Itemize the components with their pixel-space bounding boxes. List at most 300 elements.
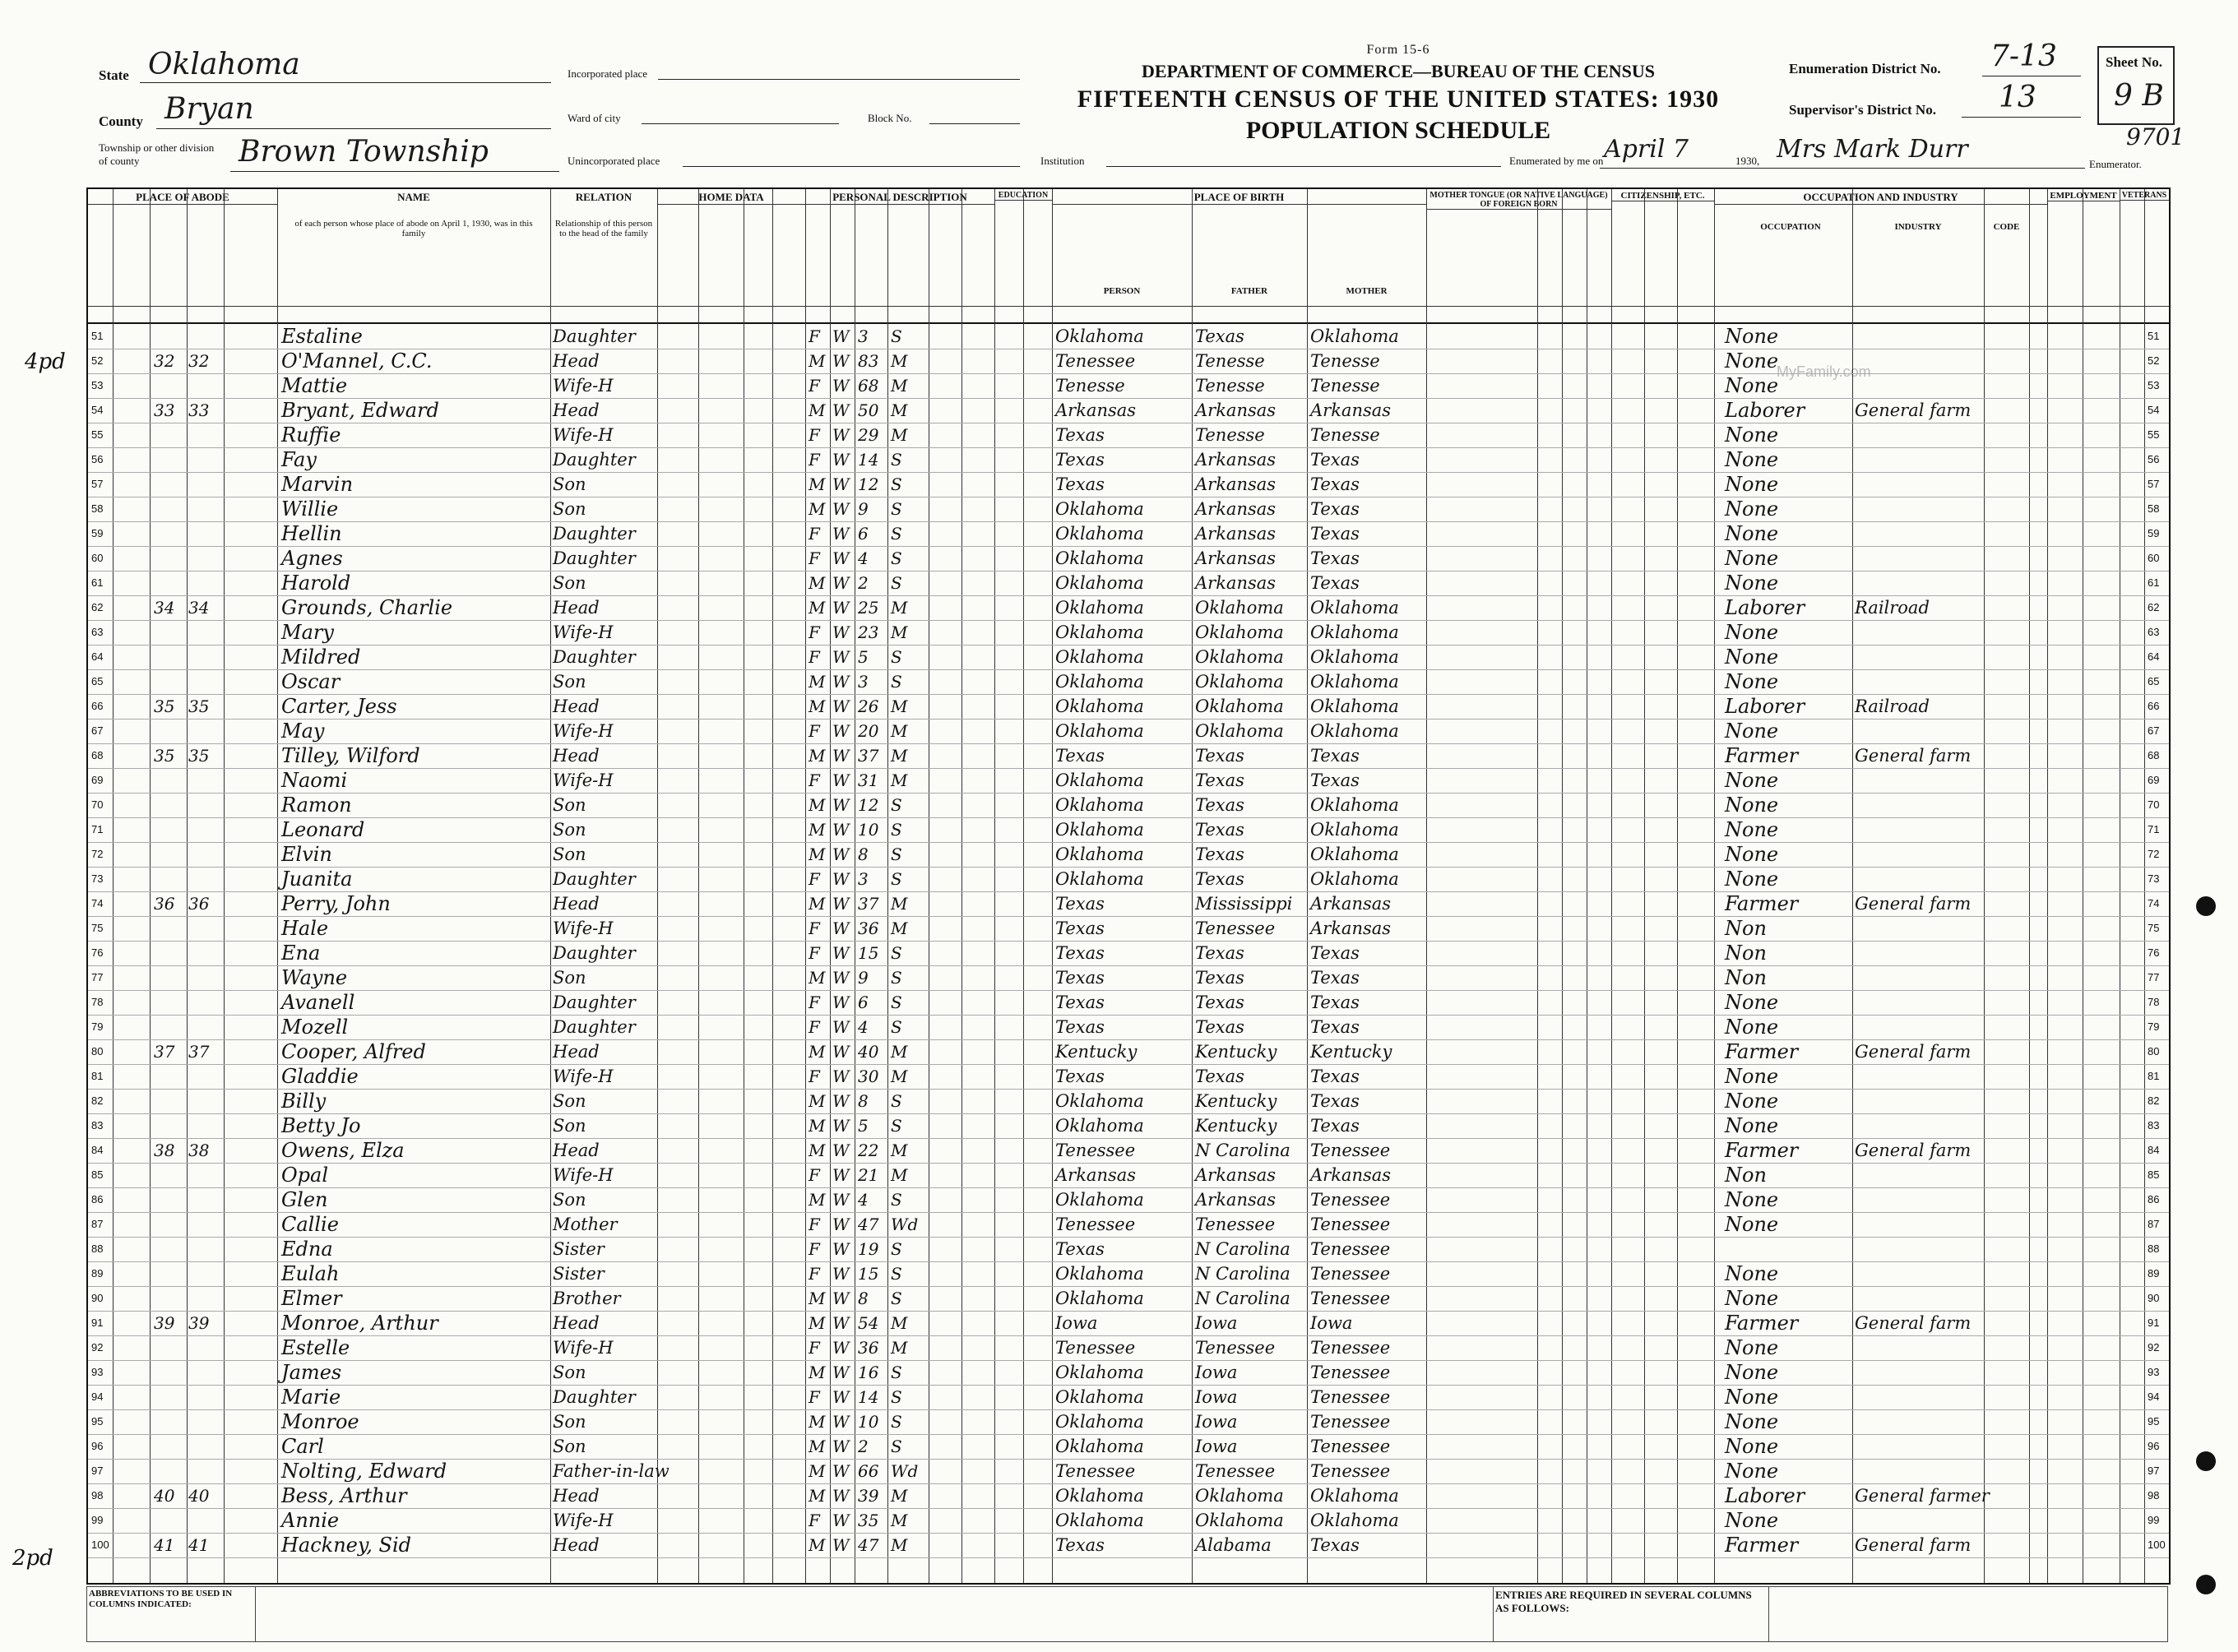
line-number: 53: [91, 379, 104, 391]
cell-birth: Texas: [1055, 746, 1105, 766]
cell-dw: [154, 472, 187, 497]
cell-dw: [154, 1459, 187, 1483]
cell-fam: [188, 1360, 221, 1385]
line-number-right: 93: [2148, 1366, 2160, 1378]
table-row: [88, 546, 2169, 571]
cell-dw: [154, 521, 187, 546]
cell-ind: [1855, 768, 1982, 793]
cell-age: 26: [858, 696, 879, 716]
cell-age: 4: [858, 1190, 869, 1210]
cell-fam: [188, 620, 221, 645]
cell-sex: M: [809, 499, 826, 519]
table-row: [88, 719, 2169, 744]
line-number: 68: [91, 749, 104, 761]
cell-sex: M: [809, 672, 826, 692]
cell-ind: [1855, 842, 1982, 867]
cell-occ: None: [1725, 670, 1779, 693]
line-number-right: 82: [2148, 1094, 2160, 1107]
cell-age: 4: [858, 548, 869, 568]
cell-race: W: [832, 1067, 850, 1086]
enumerated-date: April 7: [1604, 135, 1689, 164]
enumerator-label: Enumerator.: [2089, 158, 2142, 170]
cell-ind: [1855, 1089, 1982, 1113]
cell-sex: M: [809, 598, 826, 618]
cell-age: 20: [858, 721, 879, 741]
cell-ind: [1855, 719, 1982, 743]
table-row: [88, 842, 2169, 868]
cell-fam: [188, 1385, 221, 1409]
cell-birth: Oklahoma: [1055, 795, 1144, 815]
county-value: Bryan: [164, 92, 254, 126]
line-number: 87: [91, 1218, 104, 1230]
cell-rel: Wife-H: [553, 1338, 614, 1358]
cell-father: N Carolina: [1195, 1264, 1290, 1284]
cell-occ: None: [1725, 1410, 1779, 1433]
cell-age: 66: [858, 1461, 879, 1481]
cell-ind: Railroad: [1855, 598, 1930, 618]
line-number: 63: [91, 626, 104, 638]
cell-occ: None: [1725, 1386, 1779, 1409]
cell-name: Eulah: [281, 1262, 340, 1285]
line-number-right: 60: [2148, 552, 2160, 564]
cell-ind: [1855, 349, 1982, 373]
cell-occ: None: [1725, 1090, 1779, 1113]
cell-age: 8: [858, 1289, 869, 1308]
table-row: [88, 1187, 2169, 1213]
line-number: 75: [91, 922, 104, 934]
cell-father: Oklahoma: [1195, 696, 1284, 716]
cell-race: W: [832, 1190, 850, 1210]
entries-title: ENTRIES ARE REQUIRED IN SEVERAL COLUMNS AS FOLLOWS:: [1493, 1586, 1769, 1642]
cell-sex: F: [809, 943, 820, 963]
cell-sex: F: [809, 1239, 820, 1259]
cell-age: 50: [858, 400, 879, 420]
cell-mar: S: [891, 326, 902, 346]
cell-race: W: [832, 425, 850, 445]
line-number: 91: [91, 1317, 104, 1329]
cell-sex: M: [809, 845, 826, 864]
cell-rel: Son: [553, 1190, 586, 1210]
table-row: [88, 891, 2169, 917]
cell-name: Mozell: [281, 1016, 349, 1039]
line-number: 96: [91, 1440, 104, 1452]
cell-fam: [188, 1113, 221, 1138]
line-number: 84: [91, 1144, 104, 1156]
cell-dw: [154, 1360, 187, 1385]
cell-dw: [154, 1508, 187, 1533]
cell-sex: F: [809, 1215, 820, 1234]
form-number: Form 15-6: [1366, 43, 1430, 57]
cell-occ: None: [1725, 646, 1779, 669]
cell-birth: Texas: [1055, 1017, 1105, 1037]
cell-fam: [188, 1286, 221, 1311]
cell-fam: [188, 719, 221, 743]
cell-father: Tenessee: [1195, 1215, 1276, 1234]
cell-name: Perry, John: [281, 892, 391, 915]
cell-occ: None: [1725, 497, 1779, 521]
cell-dw: 32: [154, 351, 175, 371]
cell-mother: Texas: [1310, 993, 1360, 1012]
line-number: 73: [91, 872, 104, 885]
cell-dw: [154, 1113, 187, 1138]
line-number: 59: [91, 527, 104, 539]
cell-sex: M: [809, 746, 826, 766]
line-number-right: 74: [2148, 897, 2160, 909]
group-employment: EMPLOYMENT: [2047, 191, 2120, 201]
cell-mother: Arkansas: [1310, 1165, 1392, 1185]
cell-mar: S: [891, 474, 902, 494]
table-row: [88, 1459, 2169, 1484]
cell-mother: Oklahoma: [1310, 622, 1399, 642]
cell-fam: [188, 324, 221, 349]
cell-sex: M: [809, 1363, 826, 1382]
cell-fam: [188, 817, 221, 842]
cell-mother: Arkansas: [1310, 919, 1392, 938]
line-number-right: 89: [2148, 1267, 2160, 1279]
mother-header: MOTHER: [1346, 286, 1388, 296]
relation-desc: Relationship of this person to the head of the family: [554, 219, 653, 239]
cell-mother: Texas: [1310, 573, 1360, 593]
line-number: 58: [91, 502, 104, 515]
cell-ind: [1855, 1360, 1982, 1385]
cell-name: Bess, Arthur: [281, 1484, 407, 1507]
cell-mother: Tenessee: [1310, 1363, 1391, 1382]
cell-age: 54: [858, 1313, 879, 1333]
cell-name: Mattie: [281, 374, 348, 397]
cell-mar: S: [891, 795, 902, 815]
cell-rel: Wife-H: [553, 770, 614, 790]
cell-mother: Texas: [1310, 1116, 1360, 1136]
cell-sex: M: [809, 968, 826, 988]
cell-race: W: [832, 474, 850, 494]
line-number-right: 66: [2148, 700, 2160, 712]
cell-name: Billy: [281, 1090, 327, 1113]
cell-age: 6: [858, 993, 869, 1012]
person-header: PERSON: [1103, 286, 1141, 296]
group-home-data: HOME DATA: [657, 191, 805, 205]
group-occupation: OCCUPATION AND INDUSTRY: [1714, 191, 2047, 205]
line-number-right: 69: [2148, 774, 2160, 786]
punch-hole: [2196, 1575, 2216, 1594]
line-number: 74: [91, 897, 104, 909]
cell-fam: [188, 941, 221, 965]
cell-birth: Oklahoma: [1055, 672, 1144, 692]
group-mother-tongue: MOTHER TONGUE (OR NATIVE LANGUAGE) OF FOREIGN BORN: [1426, 191, 1611, 210]
cell-birth: Oklahoma: [1055, 647, 1144, 667]
cell-mar: M: [891, 770, 908, 790]
cell-dw: [154, 497, 187, 521]
cell-father: Mississippi: [1195, 894, 1293, 914]
cell-father: Texas: [1195, 795, 1244, 815]
cell-ind: [1855, 620, 1982, 645]
cell-birth: Arkansas: [1055, 400, 1137, 420]
cell-rel: Head: [553, 400, 600, 420]
table-row: [88, 497, 2169, 522]
cell-fam: [188, 916, 221, 941]
cell-occ: None: [1725, 1016, 1779, 1039]
table-row: [88, 1335, 2169, 1361]
cell-occ: None: [1725, 868, 1779, 891]
table-row: [88, 620, 2169, 646]
cell-age: 4: [858, 1017, 869, 1037]
cell-father: Tenessee: [1195, 1461, 1276, 1481]
cell-occ: None: [1725, 349, 1779, 373]
group-birth: PLACE OF BIRTH: [1052, 191, 1426, 205]
cell-occ: None: [1725, 522, 1779, 545]
cell-dw: 36: [154, 894, 175, 914]
table-row: [88, 1409, 2169, 1435]
cell-sex: M: [809, 696, 826, 716]
cell-mar: Wd: [891, 1215, 919, 1234]
cell-dw: [154, 916, 187, 941]
cell-father: Iowa: [1195, 1363, 1238, 1382]
cell-dw: [154, 1261, 187, 1286]
cell-father: Arkansas: [1195, 450, 1277, 470]
table-row: [88, 1113, 2169, 1139]
cell-birth: Oklahoma: [1055, 1190, 1144, 1210]
table-header: [88, 189, 2169, 324]
cell-race: W: [832, 598, 850, 618]
abbreviations-block: [255, 1586, 1494, 1642]
cell-mother: Tenessee: [1310, 1215, 1391, 1234]
cell-occ: None: [1725, 720, 1779, 743]
cell-mar: S: [891, 573, 902, 593]
cell-father: N Carolina: [1195, 1239, 1290, 1259]
cell-age: 9: [858, 499, 869, 519]
cell-birth: Oklahoma: [1055, 721, 1144, 741]
cell-race: W: [832, 943, 850, 963]
cell-dw: [154, 1385, 187, 1409]
cell-father: Texas: [1195, 968, 1244, 988]
cell-rel: Daughter: [553, 326, 636, 346]
cell-ind: [1855, 990, 1982, 1015]
line-number: 80: [91, 1045, 104, 1057]
cell-ind: [1855, 521, 1982, 546]
table-row: [88, 423, 2169, 448]
line-number-right: 84: [2148, 1144, 2160, 1156]
cell-sex: F: [809, 1264, 820, 1284]
cell-father: Iowa: [1195, 1313, 1238, 1333]
cell-race: W: [832, 845, 850, 864]
cell-race: W: [832, 647, 850, 667]
cell-mother: Texas: [1310, 524, 1360, 544]
cell-birth: Oklahoma: [1055, 1264, 1144, 1284]
cell-birth: Oklahoma: [1055, 598, 1144, 618]
cell-rel: Son: [553, 820, 586, 840]
cell-race: W: [832, 1042, 850, 1062]
table-row: [88, 521, 2169, 547]
cell-rel: Wife-H: [553, 1511, 614, 1530]
line-number: 98: [91, 1489, 104, 1502]
cell-rel: Son: [553, 1091, 586, 1111]
line-number: 89: [91, 1267, 104, 1279]
father-header: FATHER: [1230, 286, 1268, 296]
cell-father: Arkansas: [1195, 573, 1277, 593]
cell-dw: [154, 817, 187, 842]
line-number-right: 70: [2148, 798, 2160, 811]
cell-birth: Tenessee: [1055, 351, 1136, 371]
cell-mar: S: [891, 845, 902, 864]
cell-birth: Oklahoma: [1055, 548, 1144, 568]
cell-birth: Oklahoma: [1055, 1091, 1144, 1111]
cell-race: W: [832, 1412, 850, 1432]
cell-occ: None: [1725, 374, 1779, 397]
cell-ind: [1855, 867, 1982, 891]
cell-mar: S: [891, 993, 902, 1012]
cell-age: 83: [858, 351, 879, 371]
table-row: [88, 324, 2169, 349]
cell-rel: Son: [553, 1116, 586, 1136]
cell-ind: General farmer: [1855, 1486, 1990, 1506]
cell-mar: S: [891, 1289, 902, 1308]
cell-sex: M: [809, 1116, 826, 1136]
cell-race: W: [832, 326, 850, 346]
cell-name: Fay: [281, 448, 317, 471]
cell-age: 2: [858, 1437, 869, 1456]
table-row: [88, 1385, 2169, 1410]
line-number: 94: [91, 1391, 104, 1403]
cell-fam: [188, 793, 221, 817]
census-title: FIFTEENTH CENSUS OF THE UNITED STATES: 1930: [1077, 86, 1720, 113]
line-number: 97: [91, 1465, 104, 1477]
cell-name: Marvin: [281, 473, 354, 496]
cell-occ: None: [1725, 423, 1779, 447]
cell-name: James: [281, 1361, 342, 1384]
cell-rel: Son: [553, 672, 586, 692]
cell-ind: [1855, 1212, 1982, 1237]
cell-mother: Texas: [1310, 1535, 1360, 1555]
cell-mother: Texas: [1310, 746, 1360, 766]
cell-sex: M: [809, 1042, 826, 1062]
table-row: [88, 793, 2169, 818]
cell-mother: Arkansas: [1310, 894, 1392, 914]
cell-mother: Oklahoma: [1310, 1486, 1399, 1506]
line-number: 79: [91, 1020, 104, 1033]
cell-age: 14: [858, 1387, 879, 1407]
cell-occ: Farmer: [1725, 1534, 1799, 1557]
cell-fam: [188, 1335, 221, 1360]
line-number: 76: [91, 946, 104, 959]
cell-occ: Laborer: [1725, 596, 1805, 619]
cell-father: Oklahoma: [1195, 1511, 1284, 1530]
line-number: 62: [91, 601, 104, 613]
cell-fam: [188, 669, 221, 694]
cell-rel: Son: [553, 1412, 586, 1432]
cell-mar: M: [891, 598, 908, 618]
cell-mar: S: [891, 1412, 902, 1432]
cell-name: Callie: [281, 1213, 339, 1236]
table-row: [88, 1039, 2169, 1065]
cell-father: Iowa: [1195, 1412, 1238, 1432]
cell-name: O'Mannel, C.C.: [281, 349, 433, 373]
cell-occ: None: [1725, 1188, 1779, 1211]
cell-mar: S: [891, 524, 902, 544]
code-header: CODE: [1993, 222, 2020, 232]
cell-sex: M: [809, 1437, 826, 1456]
cell-mar: M: [891, 919, 908, 938]
group-name: NAME: [397, 191, 430, 203]
cell-dw: [154, 1212, 187, 1237]
cell-father: Texas: [1195, 845, 1244, 864]
cell-birth: Texas: [1055, 919, 1105, 938]
cell-mother: Texas: [1310, 770, 1360, 790]
table-row: [88, 373, 2169, 399]
cell-fam: [188, 867, 221, 891]
cell-ind: [1855, 669, 1982, 694]
cell-birth: Iowa: [1055, 1313, 1098, 1333]
cell-ind: Railroad: [1855, 696, 1930, 716]
cell-dw: [154, 768, 187, 793]
cell-mother: Texas: [1310, 450, 1360, 470]
cell-fam: [188, 1015, 221, 1039]
cell-dw: [154, 447, 187, 472]
line-number-right: 98: [2148, 1489, 2160, 1502]
abbreviations-title: ABBREVIATIONS TO BE USED IN COLUMNS INDICATED:: [86, 1586, 256, 1642]
cell-mother: Texas: [1310, 968, 1360, 988]
cell-fam: [188, 1187, 221, 1212]
cell-rel: Brother: [553, 1289, 621, 1308]
cell-name: Willie: [281, 497, 339, 521]
line-number: 61: [91, 576, 104, 589]
cell-dw: 33: [154, 400, 175, 420]
township-label: Township or other division of county: [99, 141, 215, 167]
cell-birth: Tenesse: [1055, 376, 1125, 396]
cell-fam: 33: [188, 400, 210, 420]
cell-name: Ruffie: [281, 423, 341, 447]
cell-ind: [1855, 1385, 1982, 1409]
cell-age: 19: [858, 1239, 879, 1259]
header-center: [1028, 43, 1768, 145]
cell-mother: Arkansas: [1310, 400, 1392, 420]
cell-birth: Texas: [1055, 894, 1105, 914]
cell-birth: Texas: [1055, 425, 1105, 445]
cell-fam: [188, 1409, 221, 1434]
cell-father: Arkansas: [1195, 474, 1277, 494]
cell-mar: S: [891, 1264, 902, 1284]
table-row: [88, 1483, 2169, 1509]
cell-sex: F: [809, 622, 820, 642]
line-number-right: 78: [2148, 996, 2160, 1008]
cell-mother: Tenesse: [1310, 351, 1380, 371]
cell-age: 10: [858, 1412, 879, 1432]
cell-occ: None: [1725, 843, 1779, 866]
group-relation: RELATION: [575, 191, 632, 203]
cell-ind: General farm: [1855, 1535, 1972, 1555]
cell-name: Juanita: [281, 868, 353, 891]
cell-ind: [1855, 1434, 1982, 1459]
line-number: 92: [91, 1341, 104, 1354]
cell-rel: Wife-H: [553, 425, 614, 445]
line-number: 55: [91, 428, 104, 441]
cell-age: 3: [858, 672, 869, 692]
cell-race: W: [832, 1116, 850, 1136]
cell-occ: Laborer: [1725, 695, 1805, 718]
cell-mar: Wd: [891, 1461, 919, 1481]
cell-sex: F: [809, 721, 820, 741]
cell-rel: Father-in-law: [553, 1461, 670, 1481]
cell-dw: 35: [154, 746, 175, 766]
cell-occ: None: [1725, 1435, 1779, 1458]
cell-name: Tilley, Wilford: [281, 744, 420, 767]
line-number: 82: [91, 1094, 104, 1107]
cell-ind: [1855, 1064, 1982, 1089]
cell-sex: M: [809, 1486, 826, 1506]
line-number-right: 62: [2148, 601, 2160, 613]
cell-ind: General farm: [1855, 1141, 1972, 1160]
state-value: Oklahoma: [148, 48, 300, 81]
cell-fam: [188, 768, 221, 793]
cell-mother: Texas: [1310, 474, 1360, 494]
